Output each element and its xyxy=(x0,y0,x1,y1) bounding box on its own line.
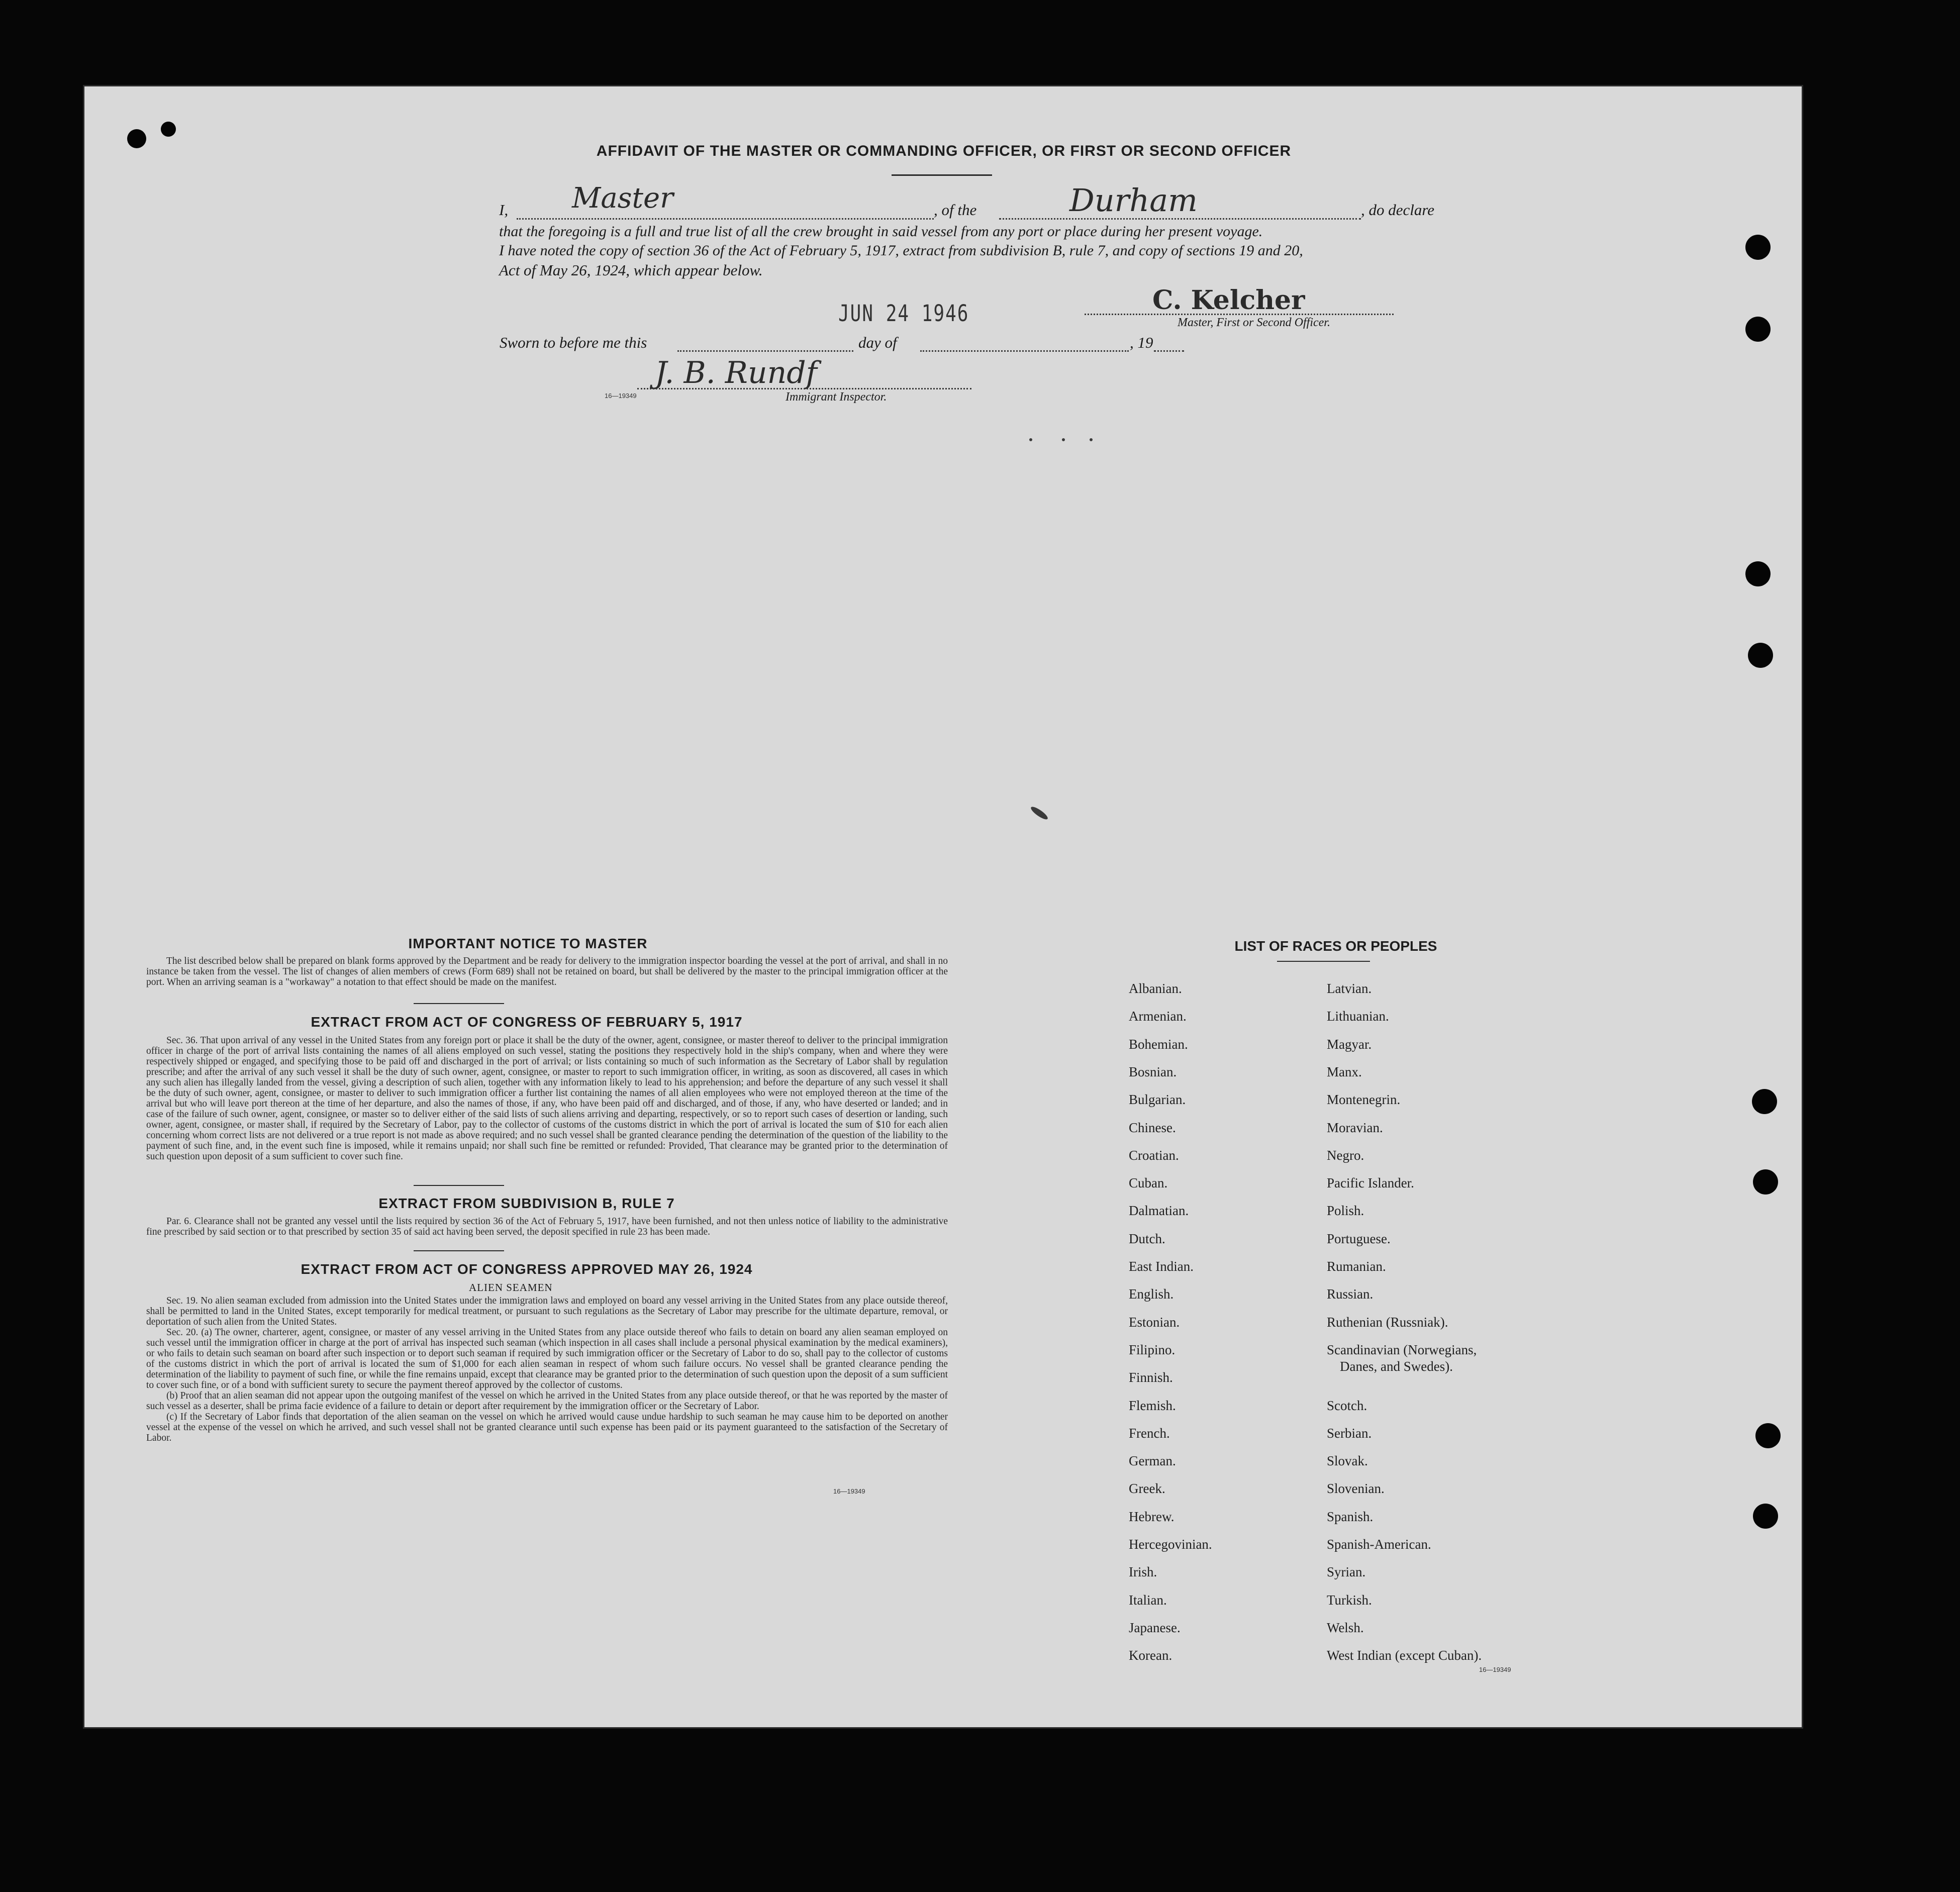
sworn-day-line xyxy=(677,350,853,352)
handwritten-name: Master xyxy=(572,182,673,215)
race-item: Flemish. xyxy=(1129,1398,1176,1413)
affidavit-line1-declare: , do declare xyxy=(1361,201,1435,219)
race-item: German. xyxy=(1129,1453,1176,1469)
race-item: Hebrew. xyxy=(1129,1509,1174,1524)
race-item: Portuguese. xyxy=(1327,1231,1391,1246)
rule7-paragraph: Par. 6. Clearance shall not be granted any vessel until the lists required by section 36 of the Act of February 5, 1917, have been furnished, and not then unless notice of liability to the administrative fine prescribed by said section or to that prescribed by section 35 of said act having been served, the deposit specified in rule 23 has been made. xyxy=(146,1216,948,1237)
sec-19-paragraph: Sec. 19. No alien seaman excluded from admission into the United States under the immigration laws and employed on board any vessel arriving in the United States from any place outside thereof, shall be permitted to land in the United States, except temporarily for medical treatment, or pursuant to such regulations as the Secretary of Labor may prescribe for the ultimate departure, removal, or deportation of such alien from the United States. xyxy=(146,1296,948,1327)
affidavit-line1-of-the: , of the xyxy=(934,201,977,219)
extract-1924-title: EXTRACT FROM ACT OF CONGRESS APPROVED MAY 26, 1924 xyxy=(301,1261,753,1277)
race-item: Armenian. xyxy=(1129,1009,1187,1024)
races-title: LIST OF RACES OR PEOPLES xyxy=(1234,938,1437,954)
race-item: Ruthenian (Russniak). xyxy=(1327,1314,1448,1330)
scan-speck xyxy=(1062,438,1065,441)
punch-hole xyxy=(1752,1089,1777,1114)
race-item: Estonian. xyxy=(1129,1314,1180,1330)
rule7-body xyxy=(146,1216,948,1237)
race-item: West Indian (except Cuban). xyxy=(1327,1648,1482,1663)
punch-hole xyxy=(127,129,146,148)
document-page xyxy=(84,86,1802,1727)
race-item: Slovenian. xyxy=(1327,1481,1385,1497)
race-item: Bohemian. xyxy=(1129,1036,1188,1052)
sworn-text-c: , 19 xyxy=(1130,334,1153,351)
section-rule xyxy=(414,1250,504,1251)
race-item: Danes, and Swedes). xyxy=(1340,1359,1453,1374)
handwritten-vessel: Durham xyxy=(1069,182,1198,219)
form-number: 16—19349 xyxy=(833,1487,865,1495)
punch-hole xyxy=(1745,235,1771,260)
race-item: East Indian. xyxy=(1129,1259,1194,1274)
sec-20a-paragraph: Sec. 20. (a) The owner, charterer, agent, consignee, or master of any vessel arriving in the United States from any place outside thereof who fails to detain on board any alien seaman employed on such vessel until the immigration officer in charge at the port of arrival has inspected such seaman (which inspection in all cases shall include a personal physical examination by the medical examiners), or who fails to detain such seaman on board after such inspection or to deport such seaman if required by such immigration officer or the Secretary of Labor to do so, shall pay to the collector of customs of the customs district in which the port of arrival is located the sum of $1,000 for each alien seaman in respect of whom such failure occurs. No vessel shall be granted clearance pending the determination of the liability to payment of such fine, or while the fine remains unpaid, except that clearance may be granted prior to the determination of such question upon the deposit of a sum sufficient to cover such fine, or of a bond with sufficient surety to secure the payment thereof approved by the collector of customs. xyxy=(146,1327,948,1390)
race-item: Dalmatian. xyxy=(1129,1203,1189,1219)
rule7-title: EXTRACT FROM SUBDIVISION B, RULE 7 xyxy=(378,1196,675,1211)
race-item: Chinese. xyxy=(1129,1120,1176,1135)
affidavit-line2: that the foregoing is a full and true list of all the crew brought in said vessel from any port or place during her present voyage. xyxy=(499,223,1263,240)
race-item: Russian. xyxy=(1327,1286,1374,1302)
race-item: Irish. xyxy=(1129,1564,1157,1580)
race-item: Manx. xyxy=(1327,1064,1362,1079)
notice-body xyxy=(146,956,948,987)
race-item: Finnish. xyxy=(1129,1370,1173,1385)
race-item: Filipino. xyxy=(1129,1342,1175,1357)
race-item: Serbian. xyxy=(1327,1425,1372,1441)
race-item: Syrian. xyxy=(1327,1564,1366,1580)
race-item: Korean. xyxy=(1129,1648,1172,1663)
extract-1924-body xyxy=(146,1296,948,1443)
race-item: Croatian. xyxy=(1129,1147,1179,1163)
race-item: Hercegovinian. xyxy=(1129,1537,1212,1552)
race-item: French. xyxy=(1129,1425,1170,1441)
sec-20c-paragraph: (c) If the Secretary of Labor finds that deportation of the alien seaman on the vessel on which he arrived would cause undue hardship to such seaman he may cause him to be deported on another vessel at the expense of the vessel on which he arrived, and such vessel shall not be granted clearance until such expense has been paid or its payment guaranteed to the satisfaction of the Secretary of Labor. xyxy=(146,1412,948,1443)
race-item: Slovak. xyxy=(1327,1453,1368,1469)
affidavit-line4: Act of May 26, 1924, which appear below. xyxy=(499,261,763,279)
sworn-text-a: Sworn to before me this xyxy=(500,334,647,351)
sworn-month-line xyxy=(920,350,1129,352)
race-item: English. xyxy=(1129,1286,1174,1302)
notice-paragraph: The list described below shall be prepared on blank forms approved by the Department and be ready for delivery to the immigration inspector boarding the vessel at the port of arrival, and shall in no instance be taken from the vessel. The list of changes of alien members of crews (Form 689) shall not be retained on board, but shall be delivered by the master to the principal immigration officer at the port. When an arriving seaman is a "workaway" a notation to that effect should be made on the manifest. xyxy=(146,956,948,987)
scan-speck xyxy=(1090,438,1093,441)
sworn-year-line xyxy=(1154,350,1184,352)
punch-hole xyxy=(1755,1423,1781,1448)
affidavit-line3: I have noted the copy of section 36 of the Act of February 5, 1917, extract from subdivision B, rule 7, and copy of sections 19 and 20, xyxy=(499,242,1303,259)
race-item: Spanish-American. xyxy=(1327,1537,1431,1552)
signature-line xyxy=(1085,314,1394,315)
name-field-line xyxy=(517,218,934,220)
race-item: Rumanian. xyxy=(1327,1259,1386,1274)
inspector-signature: J. B. Rundf xyxy=(655,355,817,390)
punch-hole xyxy=(161,122,176,137)
race-item: Magyar. xyxy=(1327,1036,1372,1052)
race-item: Bosnian. xyxy=(1129,1064,1177,1079)
punch-hole xyxy=(1753,1504,1778,1529)
race-item: Spanish. xyxy=(1327,1509,1374,1524)
sworn-text-b: day of xyxy=(858,334,897,351)
scan-speck xyxy=(1029,438,1032,441)
sec-20b-paragraph: (b) Proof that an alien seaman did not appear upon the outgoing manifest of the vessel on which he arrived in the United States from any place outside thereof, or that he was reported by the master of such vessel as a deserter, shall be prima facie evidence of a failure to detain or deport after requirement by the immigration officer or the Secretary of Labor. xyxy=(146,1390,948,1412)
form-number: 16—19349 xyxy=(1479,1666,1511,1673)
section-rule xyxy=(414,1185,504,1186)
race-item: Scandinavian (Norwegians, xyxy=(1327,1342,1477,1357)
race-item: Polish. xyxy=(1327,1203,1364,1219)
extract-1917-title: EXTRACT FROM ACT OF CONGRESS OF FEBRUARY 5, 1917 xyxy=(311,1014,743,1030)
race-item: Cuban. xyxy=(1129,1175,1168,1191)
master-caption: Master, First or Second Officer. xyxy=(1178,316,1330,329)
title-rule xyxy=(892,174,992,176)
race-item: Lithuanian. xyxy=(1327,1009,1389,1024)
race-item: Montenegrin. xyxy=(1327,1092,1401,1108)
race-item: Dutch. xyxy=(1129,1231,1165,1246)
race-item: Albanian. xyxy=(1129,981,1182,996)
punch-hole xyxy=(1748,643,1773,668)
master-signature: C. Kelcher xyxy=(1152,285,1305,316)
extract-1917-paragraph: Sec. 36. That upon arrival of any vessel in the United States from any foreign port or place it shall be the duty of the owner, agent, consignee, or master thereof to deliver to the principal immigration officer in charge of the port of arrival lists containing the names of all aliens employed on such vessel, stating the positions they respectively hold in the ship's company, when and where they were respectively shipped or engaged, and specifying those to be paid off and discharged in the port of arrival; or lists containing so much of such information as the Secretary of Labor shall by regulation prescribe; and after the arrival of any such vessel it shall be the duty of such owner, agent, consignee, or master to report to such immigration officer, in writing, as soon as discovered, all cases in which any such alien has illegally landed from the vessel, giving a description of such alien, together with any information likely to lead to his apprehension; and before the departure of any such vessel it shall be the duty of such owner, agent, consignee, or master to deliver to such immigration officer a further list containing the names of all alien employees who were not employed thereon at the time of the arrival but who will leave port thereon at the time of her departure, and also the names of those, if any, who have been paid off and discharged, and of those, if any, who have deserted or landed; and in case of the failure of such owner, agent, consignee, or master so to deliver either of the said lists of such aliens arriving and departing, respectively, or so to report such cases of desertion or landing, such owner, agent, consignee, or master shall, if required by the Secretary of Labor, pay to the collector of customs of the customs district in which the port of arrival is located the sum of $10 for each alien concerning whom correct lists are not delivered or a true report is not made as above required; and no such vessel shall be granted clearance pending the determination of the question of the liability to the payment of such fine, and, in the event such fine is imposed, while it remains unpaid; nor shall such fine be remitted or refunded: Provided, That clearance may be granted prior to the determination of such question upon deposit of a sum sufficient to cover such fine. xyxy=(146,1035,948,1162)
race-item: Italian. xyxy=(1129,1592,1167,1608)
race-item: Welsh. xyxy=(1327,1620,1364,1635)
race-item: Scotch. xyxy=(1327,1398,1367,1413)
race-item: Negro. xyxy=(1327,1147,1364,1163)
alien-seamen-subtitle: ALIEN SEAMEN xyxy=(469,1281,553,1293)
form-number: 16—19349 xyxy=(605,392,637,400)
punch-hole xyxy=(1745,317,1771,342)
race-item: Pacific Islander. xyxy=(1327,1175,1414,1191)
punch-hole xyxy=(1753,1169,1778,1194)
race-item: Japanese. xyxy=(1129,1620,1181,1635)
section-rule xyxy=(414,1003,504,1004)
race-item: Bulgarian. xyxy=(1129,1092,1186,1108)
affidavit-line1-i: I, xyxy=(499,201,509,219)
race-item: Moravian. xyxy=(1327,1120,1383,1135)
scan-speck xyxy=(1029,805,1049,822)
extract-1917-body xyxy=(146,1035,948,1162)
date-stamp: JUN 24 1946 xyxy=(838,301,969,327)
race-item: Latvian. xyxy=(1327,981,1372,996)
race-item: Turkish. xyxy=(1327,1592,1372,1608)
affidavit-title: AFFIDAVIT OF THE MASTER OR COMMANDING OFFICER, OR FIRST OR SECOND OFFICER xyxy=(596,143,1292,159)
races-rule xyxy=(1277,961,1370,962)
punch-hole xyxy=(1745,561,1771,586)
race-item: Greek. xyxy=(1129,1481,1165,1497)
inspector-caption: Immigrant Inspector. xyxy=(786,390,887,404)
inspector-line xyxy=(637,388,971,389)
notice-title: IMPORTANT NOTICE TO MASTER xyxy=(408,936,648,951)
